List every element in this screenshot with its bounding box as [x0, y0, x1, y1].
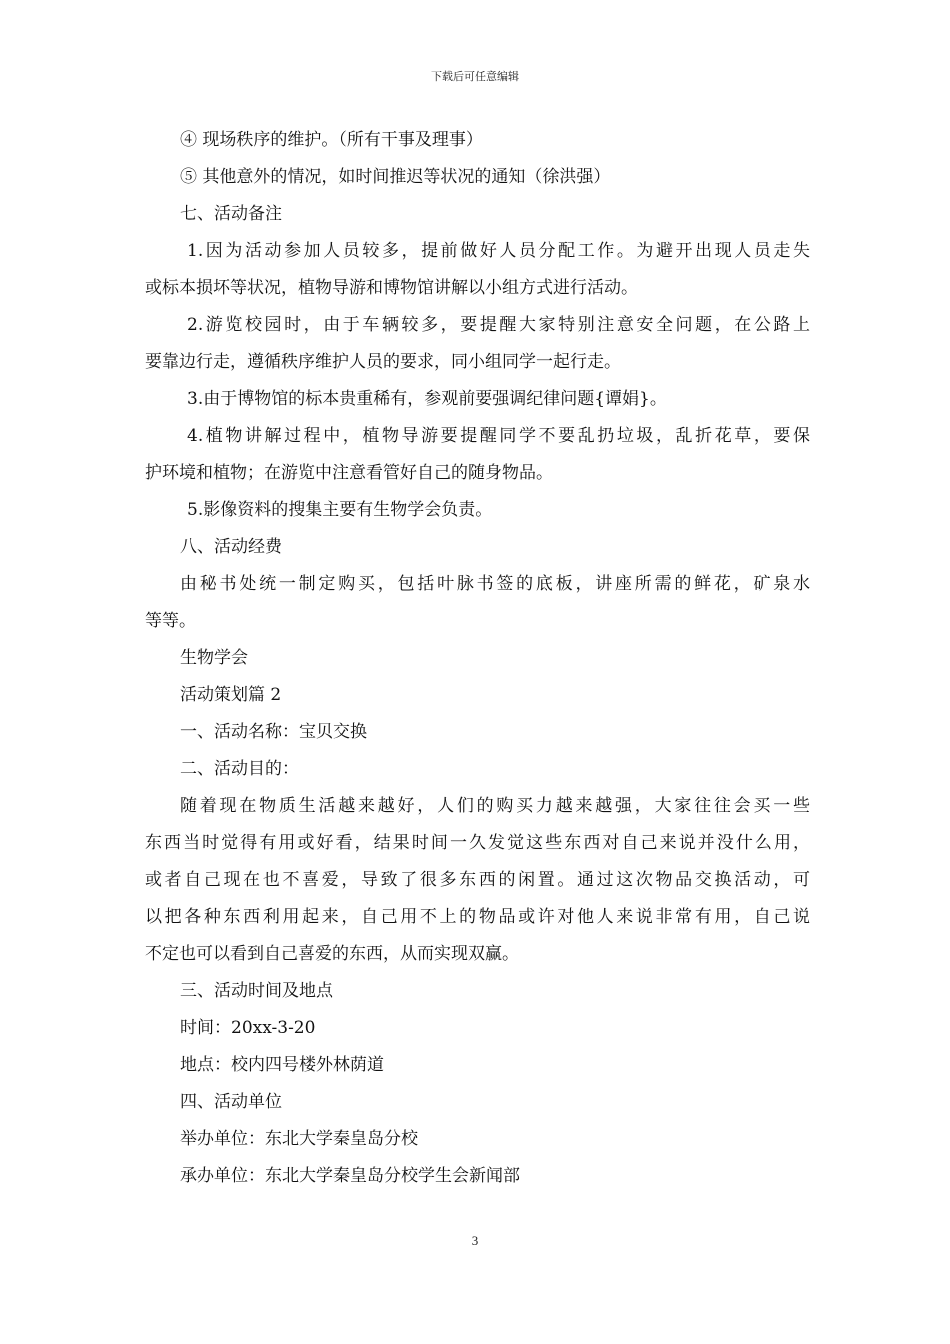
- paragraph-line: 5.影像资料的搜集主要有生物学会负责。: [187, 500, 493, 520]
- paragraph-line: ④ 现场秩序的维护。（所有干事及理事）: [180, 130, 483, 150]
- paragraph-line: 承办单位：东北大学秦皇岛分校学生会新闻部: [180, 1166, 520, 1186]
- paragraph-line: 不定也可以看到自己喜爱的东西，从而实现双赢。: [145, 944, 519, 964]
- section-heading: 八、活动经费: [180, 537, 282, 557]
- section-heading: 三、活动时间及地点: [180, 981, 333, 1001]
- paragraph-line: 由秘书处统一制定购买，包括叶脉书签的底板，讲座所需的鲜花，矿泉水: [180, 574, 810, 594]
- paragraph-line: 要靠边行走，遵循秩序维护人员的要求，同小组同学一起行走。: [145, 352, 621, 372]
- paragraph-line: ⑤ 其他意外的情况，如时间推迟等状况的通知（徐洪强）: [180, 167, 611, 187]
- paragraph-line: 等等。: [145, 611, 196, 631]
- paragraph-line: 随着现在物质生活越来越好，人们的购买力越来越强，大家往往会买一些: [180, 796, 810, 816]
- paragraph-line: 2.游览校园时，由于车辆较多，要提醒大家特别注意安全问题，在公路上: [187, 315, 810, 335]
- paragraph-line: 护环境和植物；在游览中注意看管好自己的随身物品。: [145, 463, 553, 483]
- signature-line: 生物学会: [180, 648, 248, 668]
- paragraph-line: 以把各种东西利用起来，自己用不上的物品或许对他人来说非常有用，自己说: [145, 907, 810, 927]
- paragraph-line: 4.植物讲解过程中，植物导游要提醒同学不要乱扔垃圾，乱折花草，要保: [187, 426, 810, 446]
- paragraph-line: 3.由于博物馆的标本贵重稀有，参观前要强调纪律问题{谭娟}。: [187, 389, 667, 409]
- paragraph-line: 举办单位：东北大学秦皇岛分校: [180, 1129, 418, 1149]
- section-heading: 一、活动名称：宝贝交换: [180, 722, 367, 742]
- page-header: 下载后可任意编辑: [431, 70, 519, 83]
- section-title: 活动策划篇 2: [180, 685, 282, 705]
- page-number: 3: [471, 1233, 479, 1248]
- paragraph-line: 东西当时觉得有用或好看，结果时间一久发觉这些东西对自己来说并没什么用，: [145, 833, 810, 853]
- paragraph-line: 1.因为活动参加人员较多，提前做好人员分配工作。为避开出现人员走失: [187, 241, 810, 261]
- paragraph-line: 时间：20xx-3-20: [180, 1018, 316, 1038]
- section-heading: 二、活动目的：: [180, 759, 299, 779]
- paragraph-line: 或者自己现在也不喜爱，导致了很多东西的闲置。通过这次物品交换活动，可: [145, 870, 810, 890]
- paragraph-line: 地点：校内四号楼外林荫道: [180, 1055, 384, 1075]
- paragraph-line: 或标本损坏等状况，植物导游和博物馆讲解以小组方式进行活动。: [145, 278, 638, 298]
- document-body: [145, 122, 810, 1195]
- section-heading: 四、活动单位: [180, 1092, 282, 1112]
- section-heading: 七、活动备注: [180, 204, 282, 224]
